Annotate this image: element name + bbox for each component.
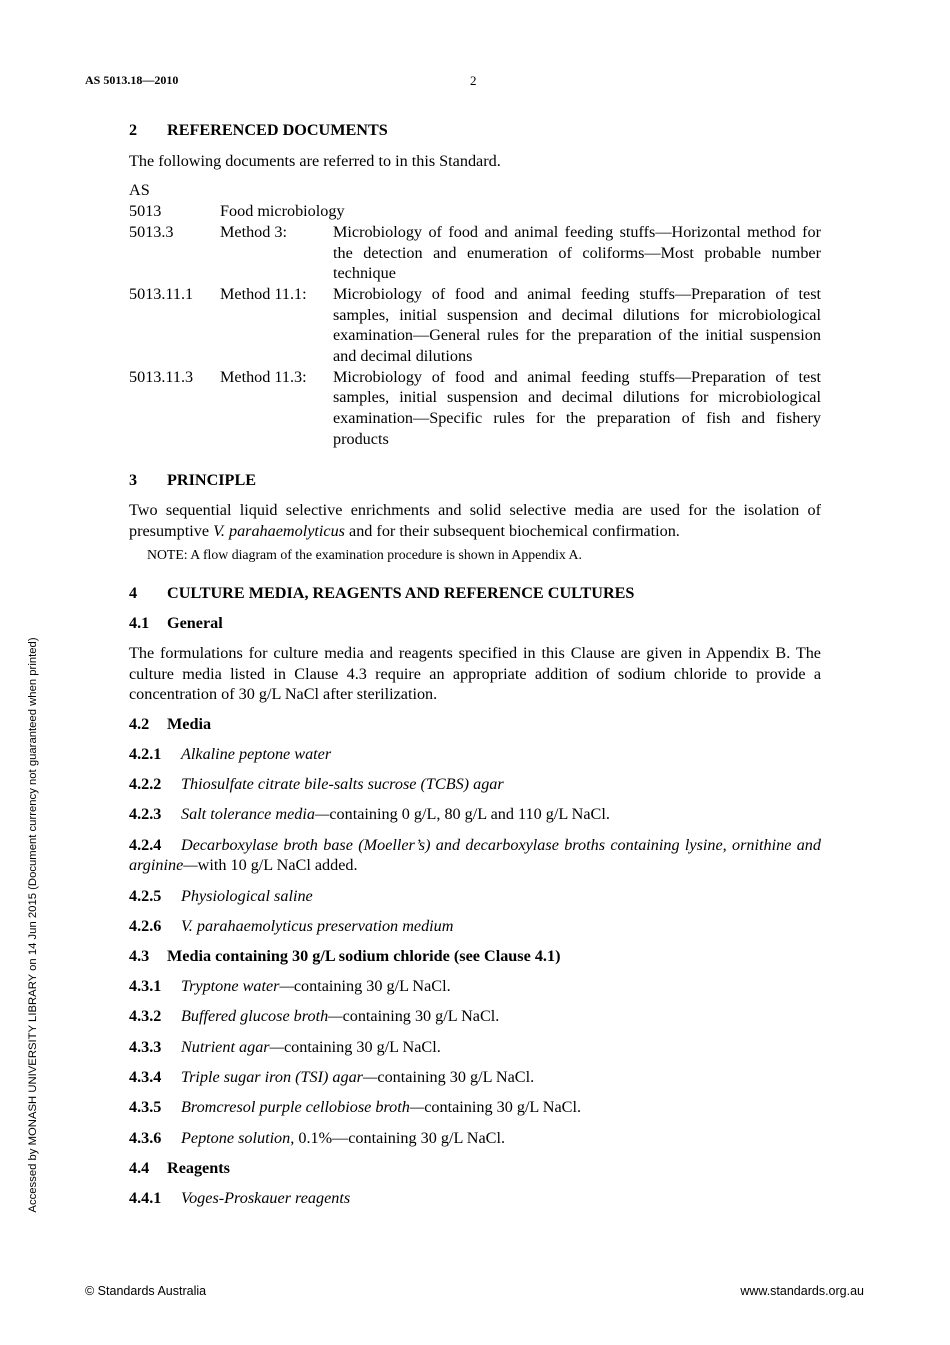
principle-text-b: and for their subsequent biochemical confirmation. xyxy=(344,521,680,540)
principle-text-a: Two sequential liquid selective enrichments and solid selective media are used for the isolation of presumptive xyxy=(129,501,821,540)
clause-number: 4.4.1 xyxy=(129,1188,162,1207)
table-row xyxy=(129,222,821,284)
section-number: 2 xyxy=(129,121,138,139)
clause-number: 4.2.2 xyxy=(129,775,162,794)
clause-item xyxy=(129,976,821,997)
section-title: PRINCIPLE xyxy=(167,470,257,489)
clause-detail: with 10 g/L NaCl added. xyxy=(197,856,358,875)
footer-website[interactable]: www.standards.org.au xyxy=(740,1284,864,1298)
clause-item xyxy=(129,835,821,876)
ref-code: 5013.3 xyxy=(129,222,174,241)
subsection-4-3-heading xyxy=(129,946,821,967)
media-list xyxy=(129,744,821,937)
ref-description: Microbiology of food and animal feeding stuffs—Preparation of test samples, initial suspension and decimal dilutions for microbiological examination—Specific rules for the preparation of fish and fishery products xyxy=(333,367,821,448)
clause-name: Physiological saline xyxy=(181,886,313,905)
clause-item xyxy=(129,886,821,907)
sidebar-access-note: Accessed by MONASH UNIVERSITY LIBRARY on 14 Jun 2015 (Document currency not guaranteed when printed) xyxy=(27,637,39,1213)
subsection-4-1-heading xyxy=(129,613,821,634)
clause-name: Thiosulfate citrate bile-salts sucrose (TCBS) agar xyxy=(181,775,504,794)
subsection-number: 4.4 xyxy=(129,1158,150,1177)
subsection-number: 4.1 xyxy=(129,614,150,633)
clause-name: V. parahaemolyticus preservation medium xyxy=(181,917,454,936)
header-page-number: 2 xyxy=(470,73,477,88)
organism-name: V. parahaemolyticus xyxy=(213,521,345,540)
ref-method: Method 11.1: xyxy=(220,284,307,303)
clause-item xyxy=(129,1067,821,1088)
as-label: AS xyxy=(129,181,150,200)
subsection-4-4-heading xyxy=(129,1158,821,1179)
section-number: 3 xyxy=(129,470,138,489)
subsection-4-2-heading xyxy=(129,714,821,735)
ref-method: Food microbiology xyxy=(220,202,345,221)
clause-number: 4.3.4 xyxy=(129,1067,162,1086)
principle-text xyxy=(129,500,821,541)
table-row xyxy=(129,367,821,450)
clause-detail: containing 30 g/L NaCl. xyxy=(377,1067,535,1086)
general-text: The formulations for culture media and reagents specified in this Clause are given in Appendix B. The culture media listed in Clause 4.3 require an appropriate addition of sodium chloride to provide a concentration of 30 g/L NaCl after sterilization. xyxy=(129,644,821,704)
section-number: 4 xyxy=(129,583,138,602)
clause-number: 4.2.1 xyxy=(129,744,162,763)
clause-name: Triple sugar iron (TSI) agar— xyxy=(181,1067,378,1086)
nacl-media-list xyxy=(129,976,821,1148)
clause-item xyxy=(129,1037,821,1058)
ref-description: Microbiology of food and animal feeding stuffs—Preparation of test samples, initial suspension and decimal dilutions for microbiological examination—General rules for the preparation of the initial suspension and decimal dilutions xyxy=(333,284,821,366)
clause-item xyxy=(129,1097,821,1118)
clause-name: Bromcresol purple cellobiose broth— xyxy=(181,1098,425,1117)
table-row xyxy=(129,201,821,222)
clause-name: Decarboxylase broth base (Moeller’s) and decarboxylase broths containing lysine, ornithine and arginine— xyxy=(129,835,821,875)
clause-detail: containing 0 g/L, 80 g/L and 110 g/L NaCl. xyxy=(329,805,610,824)
section-3-heading xyxy=(129,470,821,491)
table-row xyxy=(129,284,821,367)
clause-number: 4.3.6 xyxy=(129,1128,162,1147)
clause-number: 4.2.3 xyxy=(129,805,162,824)
clause-number: 4.3.2 xyxy=(129,1007,162,1026)
ref-code: 5013 xyxy=(129,202,162,221)
clause-number: 4.2.5 xyxy=(129,886,162,905)
clause-name: Peptone solution, xyxy=(181,1128,295,1147)
ref-method: Method 11.3: xyxy=(220,367,307,386)
clause-item xyxy=(129,774,821,795)
clause-detail: containing 30 g/L NaCl. xyxy=(342,1007,500,1026)
clause-number: 4.2.4 xyxy=(129,835,162,854)
subsection-title: Media containing 30 g/L sodium chloride (see Clause 4.1) xyxy=(167,947,561,966)
clause-item xyxy=(129,1128,821,1149)
clause-name: Voges-Proskauer reagents xyxy=(181,1188,351,1207)
clause-number: 4.2.6 xyxy=(129,917,162,936)
subsection-title: General xyxy=(167,614,223,633)
section-title: REFERENCED DOCUMENTS xyxy=(167,121,388,139)
footer-copyright: © Standards Australia xyxy=(85,1284,207,1298)
clause-item xyxy=(129,744,821,765)
clause-name: Nutrient agar— xyxy=(181,1037,284,1056)
clause-item xyxy=(129,1006,821,1027)
reagent-list xyxy=(129,1188,821,1209)
clause-name: Buffered glucose broth— xyxy=(181,1007,343,1026)
clause-detail: containing 30 g/L NaCl. xyxy=(293,977,451,996)
clause-detail: 0.1%—containing 30 g/L NaCl. xyxy=(294,1128,506,1147)
clause-item xyxy=(129,1188,821,1209)
section-title: CULTURE MEDIA, REAGENTS AND REFERENCE CULTURES xyxy=(167,583,635,602)
clause-detail: containing 30 g/L NaCl. xyxy=(283,1037,441,1056)
subsection-title: Reagents xyxy=(167,1158,230,1177)
ref-description: Microbiology of food and animal feeding stuffs—Horizontal method for the detection and enumeration of coliforms—Most probable number technique xyxy=(333,222,821,283)
section-4-heading xyxy=(129,583,821,604)
clause-item xyxy=(129,916,821,937)
clause-item xyxy=(129,804,821,825)
clause-name: Salt tolerance media— xyxy=(181,805,330,824)
section-2-intro: The following documents are referred to in this Standard. xyxy=(129,151,501,170)
ref-code: 5013.11.1 xyxy=(129,284,194,303)
clause-detail: containing 30 g/L NaCl. xyxy=(424,1098,581,1117)
clause-name: Alkaline peptone water xyxy=(181,744,332,763)
principle-note: NOTE: A flow diagram of the examination procedure is shown in Appendix A. xyxy=(147,546,582,562)
header-standard-id: AS 5013.18—2010 xyxy=(85,73,179,87)
referenced-documents-table xyxy=(129,201,821,449)
page-body xyxy=(129,120,821,1218)
subsection-title: Media xyxy=(167,715,212,734)
ref-code: 5013.11.3 xyxy=(129,367,194,386)
clause-number: 4.3.5 xyxy=(129,1098,162,1117)
subsection-number: 4.2 xyxy=(129,715,150,734)
section-2-heading xyxy=(129,120,821,141)
clause-name: Tryptone water— xyxy=(181,977,294,996)
clause-number: 4.3.1 xyxy=(129,977,162,996)
clause-number: 4.3.3 xyxy=(129,1037,162,1056)
subsection-number: 4.3 xyxy=(129,947,150,966)
ref-method: Method 3: xyxy=(220,222,287,241)
